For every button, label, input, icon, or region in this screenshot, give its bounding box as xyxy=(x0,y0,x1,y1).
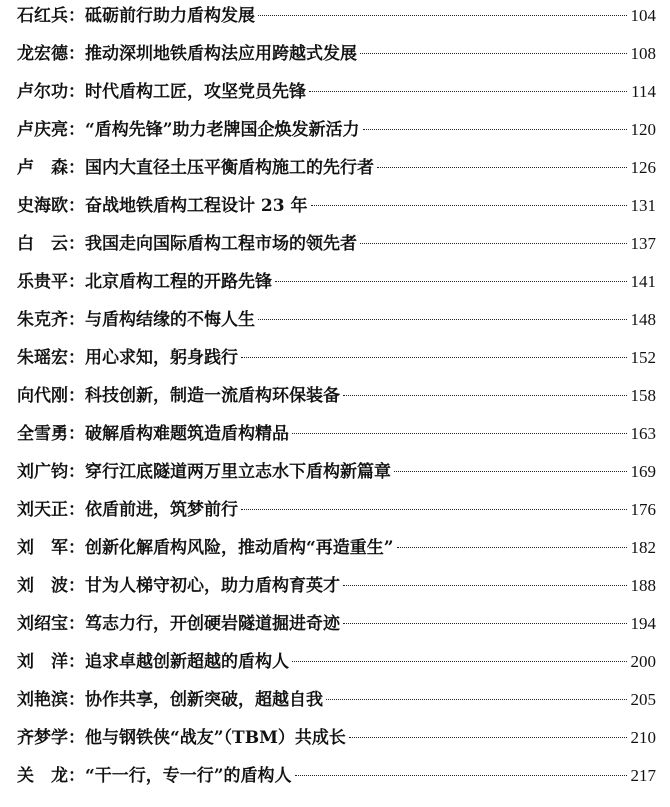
dot-leader xyxy=(311,205,627,206)
dot-leader xyxy=(241,357,627,358)
dot-leader xyxy=(275,281,627,282)
page-number: 141 xyxy=(630,272,656,291)
toc-entry[interactable] xyxy=(17,381,656,411)
dot-leader xyxy=(360,243,627,244)
dot-leader xyxy=(377,167,627,168)
entry-title: 协作共享，创新突破，超越自我 xyxy=(85,690,323,710)
dot-leader xyxy=(326,699,627,700)
dot-leader xyxy=(241,509,627,510)
entry-title: 推动深圳地铁盾构法应用跨越式发展 xyxy=(85,44,357,64)
page-number: 108 xyxy=(630,44,656,63)
page-number: 120 xyxy=(630,120,656,139)
dot-leader xyxy=(397,547,627,548)
toc-entry[interactable] xyxy=(17,761,656,791)
page-number: 158 xyxy=(630,386,656,405)
dot-leader xyxy=(343,585,627,586)
page-number: 163 xyxy=(630,424,656,443)
entry-title: 笃志力行，开创硬岩隧道掘进奇迹 xyxy=(85,614,340,634)
entry-author: 刘 洋： xyxy=(17,652,85,672)
entry-title: 与盾构结缘的不悔人生 xyxy=(85,310,255,330)
dot-leader xyxy=(295,775,627,776)
toc-entry[interactable] xyxy=(17,495,656,525)
dot-leader xyxy=(309,91,627,92)
toc-entry[interactable] xyxy=(17,305,656,335)
page-number: 194 xyxy=(630,614,656,633)
entry-author: 卢 森： xyxy=(17,158,85,178)
toc-entry[interactable] xyxy=(17,609,656,639)
dot-leader xyxy=(292,661,627,662)
page-number: 205 xyxy=(630,690,656,709)
entry-author: 石红兵： xyxy=(17,6,85,26)
entry-author: 朱克齐： xyxy=(17,310,85,330)
dot-leader xyxy=(360,53,627,54)
entry-author: 刘 军： xyxy=(17,538,85,558)
dot-leader xyxy=(292,433,627,434)
toc-entry[interactable] xyxy=(17,343,656,373)
dot-leader xyxy=(343,623,627,624)
entry-title: 科技创新，制造一流盾构环保装备 xyxy=(85,386,340,406)
page-number: 182 xyxy=(630,538,656,557)
entry-title: 追求卓越创新超越的盾构人 xyxy=(85,652,289,672)
toc-entry[interactable] xyxy=(17,533,656,563)
entry-title: 我国走向国际盾构工程市场的领先者 xyxy=(85,234,357,254)
toc-entry[interactable] xyxy=(17,1,656,31)
page-number: 176 xyxy=(630,500,656,519)
page-number: 210 xyxy=(630,728,656,747)
page-number: 169 xyxy=(630,462,656,481)
page-number: 126 xyxy=(630,158,656,177)
toc-entry[interactable] xyxy=(17,457,656,487)
entry-title: 砥砺前行助力盾构发展 xyxy=(85,6,255,26)
dot-leader xyxy=(343,395,627,396)
toc-entry[interactable] xyxy=(17,267,656,297)
entry-author: 刘天正： xyxy=(17,500,85,520)
page-number: 217 xyxy=(630,766,656,785)
dot-leader xyxy=(258,15,627,16)
page-number: 114 xyxy=(631,82,656,101)
entry-title: 破解盾构难题筑造盾构精品 xyxy=(85,424,289,444)
entry-author: 刘绍宝： xyxy=(17,614,85,634)
entry-author: 白 云： xyxy=(17,234,85,254)
entry-title: “盾构先锋”助力老牌国企焕发新活力 xyxy=(85,120,360,140)
entry-author: 刘广钧： xyxy=(17,462,85,482)
entry-title: “干一行，专一行”的盾构人 xyxy=(85,766,292,786)
entry-author: 齐梦学： xyxy=(17,728,85,748)
page-number: 131 xyxy=(630,196,656,215)
entry-author: 龙宏德： xyxy=(17,44,85,64)
entry-author: 卢尔功： xyxy=(17,82,85,102)
page-number: 104 xyxy=(630,6,656,25)
page-number: 137 xyxy=(630,234,656,253)
dot-leader xyxy=(363,129,627,130)
dot-leader xyxy=(349,737,627,738)
toc-entry[interactable] xyxy=(17,723,656,753)
toc-entry[interactable] xyxy=(17,153,656,183)
toc-entry[interactable] xyxy=(17,571,656,601)
entry-title: 甘为人梯守初心，助力盾构育英才 xyxy=(85,576,340,596)
toc-entry[interactable] xyxy=(17,685,656,715)
dot-leader xyxy=(394,471,627,472)
entry-title: 时代盾构工匠，攻坚党员先锋 xyxy=(85,82,306,102)
toc-entry[interactable] xyxy=(17,419,656,449)
entry-author: 乐贵平： xyxy=(17,272,85,292)
page-number: 188 xyxy=(630,576,656,595)
entry-author: 关 龙： xyxy=(17,766,85,786)
entry-author: 刘艳滨： xyxy=(17,690,85,710)
entry-author: 史海欧： xyxy=(17,196,85,216)
entry-title: 北京盾构工程的开路先锋 xyxy=(85,272,272,292)
entry-title: 穿行江底隧道两万里立志水下盾构新篇章 xyxy=(85,462,391,482)
entry-title: 他与钢铁侠“战友”（TBM）共成长 xyxy=(85,728,346,748)
entry-title: 依盾前进，筑梦前行 xyxy=(85,500,238,520)
entry-title: 国内大直径土压平衡盾构施工的先行者 xyxy=(85,158,374,178)
toc-entry[interactable] xyxy=(17,191,656,221)
toc-entry[interactable] xyxy=(17,115,656,145)
entry-author: 向代刚： xyxy=(17,386,85,406)
entry-author: 刘 波： xyxy=(17,576,85,596)
entry-title: 奋战地铁盾构工程设计 23 年 xyxy=(85,196,308,216)
toc-entry[interactable] xyxy=(17,77,656,107)
toc-entry[interactable] xyxy=(17,39,656,69)
entry-author: 卢庆亮： xyxy=(17,120,85,140)
entry-title: 用心求知，躬身践行 xyxy=(85,348,238,368)
page-number: 152 xyxy=(630,348,656,367)
page-number: 200 xyxy=(630,652,656,671)
toc-entry[interactable] xyxy=(17,647,656,677)
entry-author: 朱瑶宏： xyxy=(17,348,85,368)
page-number: 148 xyxy=(630,310,656,329)
toc-entry[interactable] xyxy=(17,229,656,259)
dot-leader xyxy=(258,319,627,320)
entry-author: 全雪勇： xyxy=(17,424,85,444)
entry-title: 创新化解盾构风险，推动盾构“再造重生” xyxy=(85,538,394,558)
